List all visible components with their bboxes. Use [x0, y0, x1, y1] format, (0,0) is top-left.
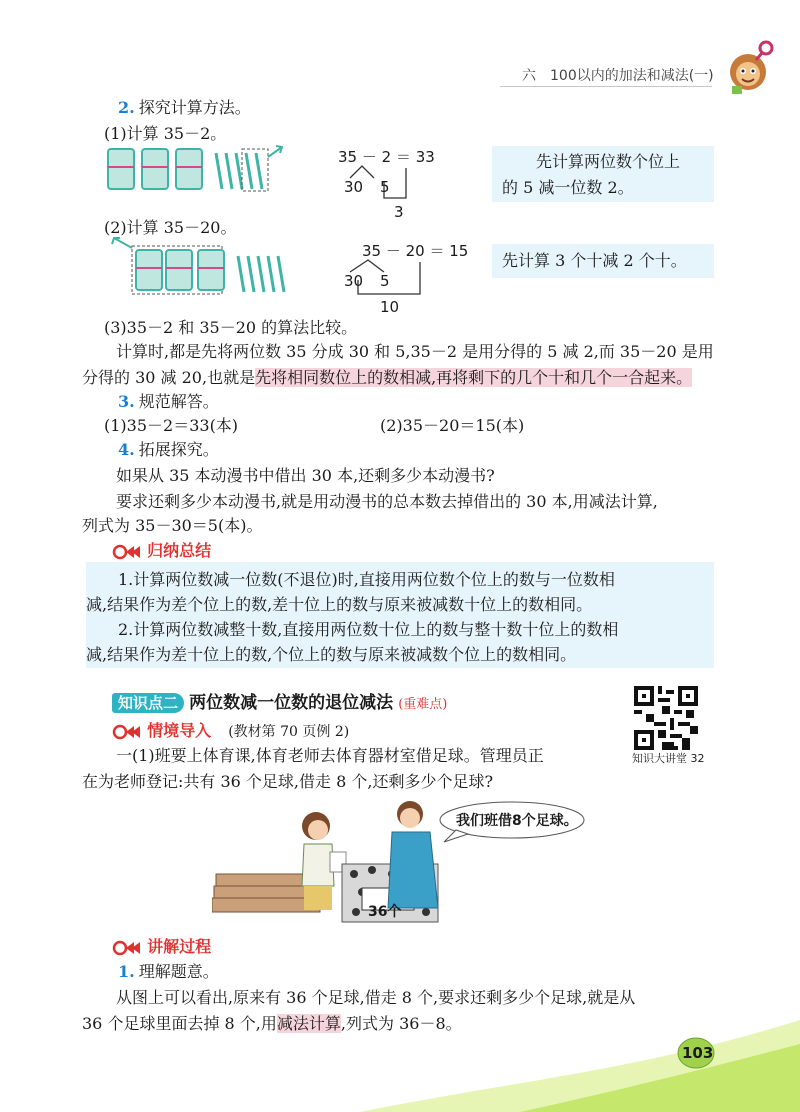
section-arrow-icon — [112, 544, 142, 560]
summary-line-4: 减,结果作为差十位上的数,个位上的数与原来被减数个位上的数相同。 — [86, 645, 577, 664]
section-4-question: 如果从 35 本动漫书中借出 30 本,还剩多少本动漫书? — [116, 466, 495, 485]
difficulty-tag: (重难点) — [398, 697, 448, 712]
section-2-heading: 2. 探究计算方法。 — [118, 98, 251, 117]
process-line-2: 36 个足球里面去掉 8 个,用减法计算,列式为 36－8。 — [82, 1014, 462, 1033]
split-tens-1: 30 — [344, 178, 364, 196]
note-1-line1: 先计算两位数个位上 — [536, 152, 681, 171]
note-2-text: 先计算 3 个十减 2 个十。 — [502, 251, 687, 270]
split-ones-1: 5 — [380, 178, 390, 196]
answer-2: (2)35－20＝15(本) — [380, 416, 525, 435]
qr-caption: 知识大讲堂 32 — [632, 752, 705, 765]
split-ones-2: 5 — [380, 272, 390, 290]
page-number: 103 — [682, 1044, 714, 1062]
summary-line-1: 1.计算两位数减一位数(不退位)时,直接用两位数个位上的数与一位数相 — [118, 570, 615, 589]
qr-code-icon — [634, 686, 698, 750]
summary-line-3: 2.计算两位数减整十数,直接用两位数十位上的数与整十数十位上的数相 — [118, 620, 619, 639]
note-box-2 — [492, 244, 714, 278]
part-2-label: (2)计算 35－20。 — [104, 218, 237, 237]
textbook-reference: (教材第 70 页例 2) — [228, 724, 350, 740]
section-3-heading: 3. 规范解答。 — [118, 392, 219, 411]
process-step-1: 1. 理解题意。 — [118, 962, 219, 981]
summary-line-2: 减,结果作为差个位上的数,差十位上的数与原来被减数十位上的数相同。 — [86, 595, 593, 614]
box-label: 36个 — [368, 904, 402, 920]
note-1-line2: 的 5 减一位数 2。 — [502, 178, 634, 197]
process-highlight: 减法计算 — [276, 1014, 341, 1033]
result-2: 10 — [380, 298, 400, 316]
knowledge-point-title: 两位数减一位数的退位减法 — [189, 693, 394, 713]
mascot-icon — [720, 38, 780, 98]
compare-line-1: 计算时,都是先将两位数 35 分成 30 和 5,35－2 是用分得的 5 减 2,而 35－20 是用 — [116, 342, 714, 361]
note-box-1 — [492, 146, 714, 202]
section-4-answer-line1: 要求还剩多少本动漫书,就是用动漫书的总本数去掉借出的 30 本,用减法计算, — [116, 492, 658, 511]
header-rule — [500, 86, 712, 87]
part-1-label: (1)计算 35－2。 — [104, 124, 227, 143]
knowledge-point-header — [112, 688, 447, 713]
summary-box — [86, 562, 714, 668]
intro-line-2: 在为老师登记:共有 36 个足球,借走 8 个,还剩多少个足球? — [82, 772, 494, 791]
compare-line-2 — [82, 366, 692, 390]
process-line-1: 从图上可以看出,原来有 36 个足球,借走 8 个,要求还剩多少个足球,就是从 — [116, 988, 636, 1007]
chapter-header: 六 100以内的加法和减法(一) — [522, 68, 714, 84]
answer-1: (1)35－2＝33(本) — [104, 416, 239, 435]
section-4-answer-line2: 列式为 35－30＝5(本)。 — [82, 516, 263, 535]
speech-bubble-text: 我们班借8个足球。 — [456, 813, 578, 829]
section-arrow-icon — [112, 724, 142, 740]
process-heading: 讲解过程 — [112, 934, 211, 957]
sticks-bundles-illustration-1 — [104, 143, 284, 193]
part-3-label: (3)35－2 和 35－20 的算法比较。 — [104, 318, 358, 337]
intro-line-1: 一(1)班要上体育课,体育老师去体育器材室借足球。管理员正 — [116, 746, 544, 765]
compare-line-2a: 分得的 30 减 20,也就是 — [82, 368, 256, 387]
result-1: 3 — [394, 203, 404, 221]
summary-heading: 归纳总结 — [112, 538, 211, 561]
split-tens-2: 30 — [344, 272, 364, 290]
compare-highlight: 先将相同数位上的数相减,再将剩下的几个十和几个一合起来。 — [255, 368, 693, 387]
equation-1: 35 － 2 ＝ 33 — [338, 148, 435, 166]
intro-heading: 情境导入 (教材第 70 页例 2) — [112, 718, 349, 744]
section-4-heading: 4. 拓展探究。 — [118, 440, 219, 459]
equation-2: 35 － 20 ＝ 15 — [362, 242, 469, 260]
sticks-bundles-illustration-2 — [104, 236, 304, 298]
knowledge-point-badge: 知识点二 — [112, 693, 184, 713]
section-arrow-icon — [112, 940, 142, 956]
